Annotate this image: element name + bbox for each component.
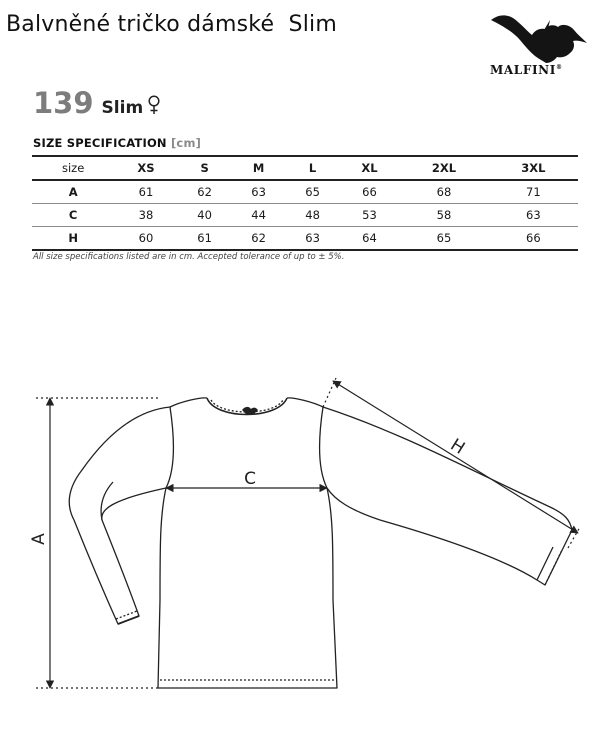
size-table [32,155,578,251]
size-table-header [32,156,578,180]
column-header: L [286,156,340,180]
table-cell: 64 [340,227,400,251]
page-title: Balvněné tričko dámské Slim [6,12,337,37]
column-header: XL [340,156,400,180]
table-cell: 61 [178,227,232,251]
table-cell: 63 [489,204,578,227]
table-cell: 62 [232,227,286,251]
size-spec-title: SIZE SPECIFICATION [33,136,167,150]
trademark-symbol: ® [555,64,563,71]
table-cell: 71 [489,180,578,204]
table-cell: 66 [340,180,400,204]
size-spec-unit: [cm] [170,136,202,150]
table-cell: 53 [340,204,400,227]
product-code: 139 [33,86,94,120]
product-heading [33,86,161,120]
footnote: All size specifications listed are in cm. Accepted tolerance of up to ± 5%. [33,252,345,262]
dimension-h [323,378,580,548]
table-cell: 68 [399,180,488,204]
table-cell: 65 [399,227,488,251]
size-spec-heading [33,136,201,150]
table-row [32,227,578,251]
dimension-label-h: H [446,434,469,459]
garment-diagram [0,360,608,735]
table-cell: 65 [286,180,340,204]
table-cell: 63 [286,227,340,251]
table-row [32,204,578,227]
dimension-a [36,398,160,688]
column-header: 3XL [489,156,578,180]
tshirt-outline [69,398,572,688]
table-cell: 60 [114,227,177,251]
table-cell: 58 [399,204,488,227]
brand-logo [490,63,563,77]
table-cell: 40 [178,204,232,227]
dimension-label-c: C [244,469,256,489]
table-cell: 63 [232,180,286,204]
column-header: XS [114,156,177,180]
table-cell: C [32,204,114,227]
brand-name: MALFINI [490,63,556,77]
table-cell: H [32,227,114,251]
column-header: size [32,156,114,180]
table-cell: 38 [114,204,177,227]
column-header: S [178,156,232,180]
column-header: M [232,156,286,180]
neck-label-icon [242,407,258,414]
female-symbol-icon [147,95,161,115]
table-cell: 61 [114,180,177,204]
product-name: Slim [101,98,144,118]
table-cell: 44 [232,204,286,227]
dimension-label-a: A [29,533,49,545]
table-cell: 66 [489,227,578,251]
table-cell: A [32,180,114,204]
column-header: 2XL [399,156,488,180]
table-cell: 62 [178,180,232,204]
table-row [32,180,578,204]
table-cell: 48 [286,204,340,227]
